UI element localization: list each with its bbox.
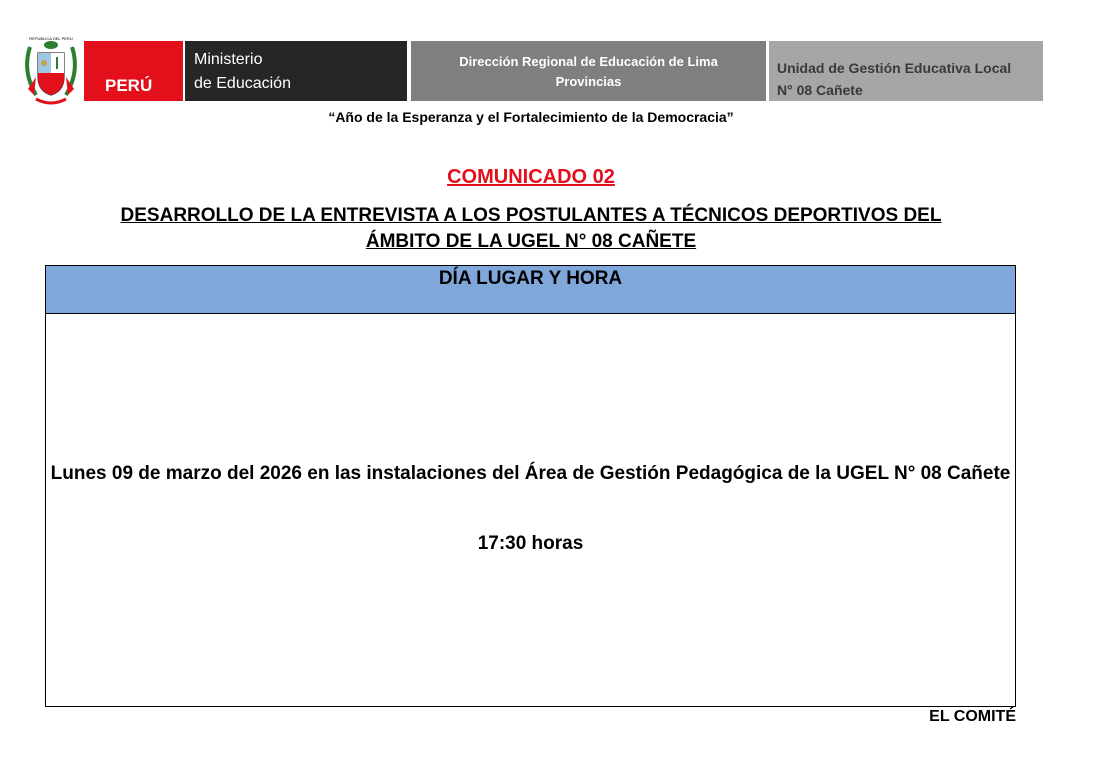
peru-coat-of-arms-icon [20, 33, 82, 108]
communique-title: COMUNICADO 02 [447, 166, 615, 188]
table-header-label: DÍA LUGAR Y HORA [438, 268, 623, 289]
ministry-line-2: de Educación [194, 75, 291, 92]
subject-line-2: ÁMBITO DE LA UGEL N° 08 CAÑETE [365, 231, 697, 252]
schedule-detail: Lunes 09 de marzo del 2026 en las instalaciones del Área de Gestión Pedagógica de la UGEL N° 08 Cañete [50, 463, 1011, 484]
ugel-banner [769, 41, 1043, 101]
peru-label: PERÚ [105, 76, 153, 95]
regional-directorate-banner [411, 41, 766, 101]
subject-line-1: DESARROLLO DE LA ENTREVISTA A LOS POSTULANTES A TÉCNICOS DEPORTIVOS DEL [120, 205, 942, 226]
ugel-line-1: Unidad de Gestión Educativa Local [777, 60, 1012, 76]
regional-directorate-line-2: Provincias [555, 74, 622, 89]
peru-banner [84, 41, 183, 101]
table-header [46, 266, 1015, 314]
schedule-table [45, 265, 1016, 707]
communique-subject [60, 203, 1002, 255]
regional-directorate-line-1: Dirección Regional de Educación de Lima [459, 54, 718, 69]
schedule-time: 17:30 horas [477, 533, 584, 554]
ugel-line-2: N° 08 Cañete [777, 82, 863, 98]
ministry-banner [185, 41, 407, 101]
svg-text:REPUBLICA DEL PERU: REPUBLICA DEL PERU [29, 36, 73, 41]
ministry-line-1: Ministerio [194, 51, 263, 68]
signature: EL COMITÉ [929, 708, 1016, 725]
year-motto: “Año de la Esperanza y el Fortalecimiento de la Democracia” [328, 109, 734, 125]
